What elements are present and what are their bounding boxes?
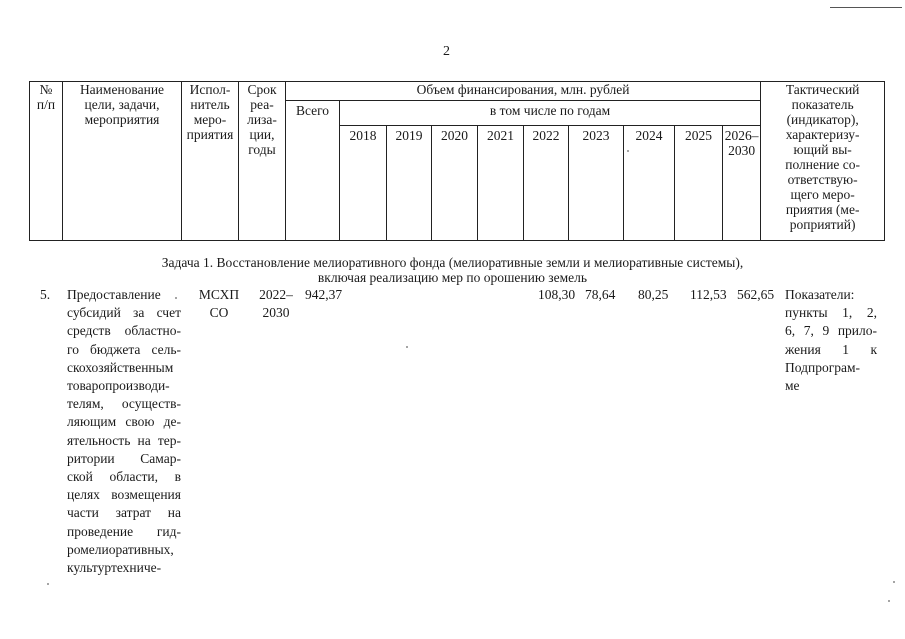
row-value-2022: 108,30 [538, 287, 576, 302]
header-year-2019: 2019 [387, 126, 432, 241]
row-total: 942,37 [305, 287, 343, 302]
scan-speck [406, 346, 408, 348]
header-year-2021: 2021 [478, 126, 524, 241]
row-value-2023: 78,64 [585, 287, 616, 302]
header-year-2020: 2020 [432, 126, 478, 241]
row-number: 5. [40, 287, 51, 302]
header-by-years: в том числе по годам [340, 101, 761, 126]
scan-speck [627, 150, 629, 152]
header-table [29, 81, 885, 241]
header-year-2022: 2022 [524, 126, 569, 241]
row-value-2026-2030: 562,65 [737, 287, 775, 302]
row-name: Предоставление субсидий за счет средств областно- го бюджета сель- скохозяйственным товаропроизводи- телям, осуществ- ляющим свою де- ятельность на тер- ритории Самар- ской области, в целях возмещения части затрат на проведение гид- ромелиоративных, культуртехниче- [67, 287, 181, 576]
header-year-2025: 2025 [675, 126, 723, 241]
scan-speck [888, 600, 890, 602]
scan-speck [47, 583, 49, 585]
row-term: 2022– 2030 [259, 287, 293, 321]
header-year-2023: 2023 [569, 126, 624, 241]
scan-speck [175, 297, 177, 299]
header-indicator: Тактический показатель (индикатор), характеризу- ющий вы- полнение со- ответствую- щего меро- приятия (ме- роприятий) [761, 82, 885, 241]
header-executor: Испол- нитель меро- приятия [182, 82, 239, 241]
header-funding: Объем финансирования, млн. рублей [286, 82, 761, 101]
task-heading: Задача 1. Восстановление мелиоративного фонда (мелиоративные земли и мелиоративные системы), включая реализацию мер по орошению земель [161, 255, 744, 285]
header-term: Срок реа- лиза- ции, годы [239, 82, 286, 241]
header-year-2018: 2018 [340, 126, 387, 241]
scan-speck [893, 581, 895, 583]
header-name: Наименование цели, задачи, мероприятия [63, 82, 182, 241]
top-rule [830, 7, 902, 8]
header-total: Всего [286, 101, 340, 241]
row-executor: МСХП СО [198, 287, 240, 321]
row-value-2024: 80,25 [638, 287, 669, 302]
row-value-2025: 112,53 [690, 287, 727, 302]
page-number: 2 [443, 44, 450, 59]
header-no: № п/п [30, 82, 63, 241]
header-year-2024: 2024 [624, 126, 675, 241]
header-year-2026-2030: 2026– 2030 [723, 126, 761, 241]
row-indicator: Показатели: пункты 1, 2, 6, 7, 9 прило- жения 1 к Подпрограм- ме [785, 287, 877, 394]
